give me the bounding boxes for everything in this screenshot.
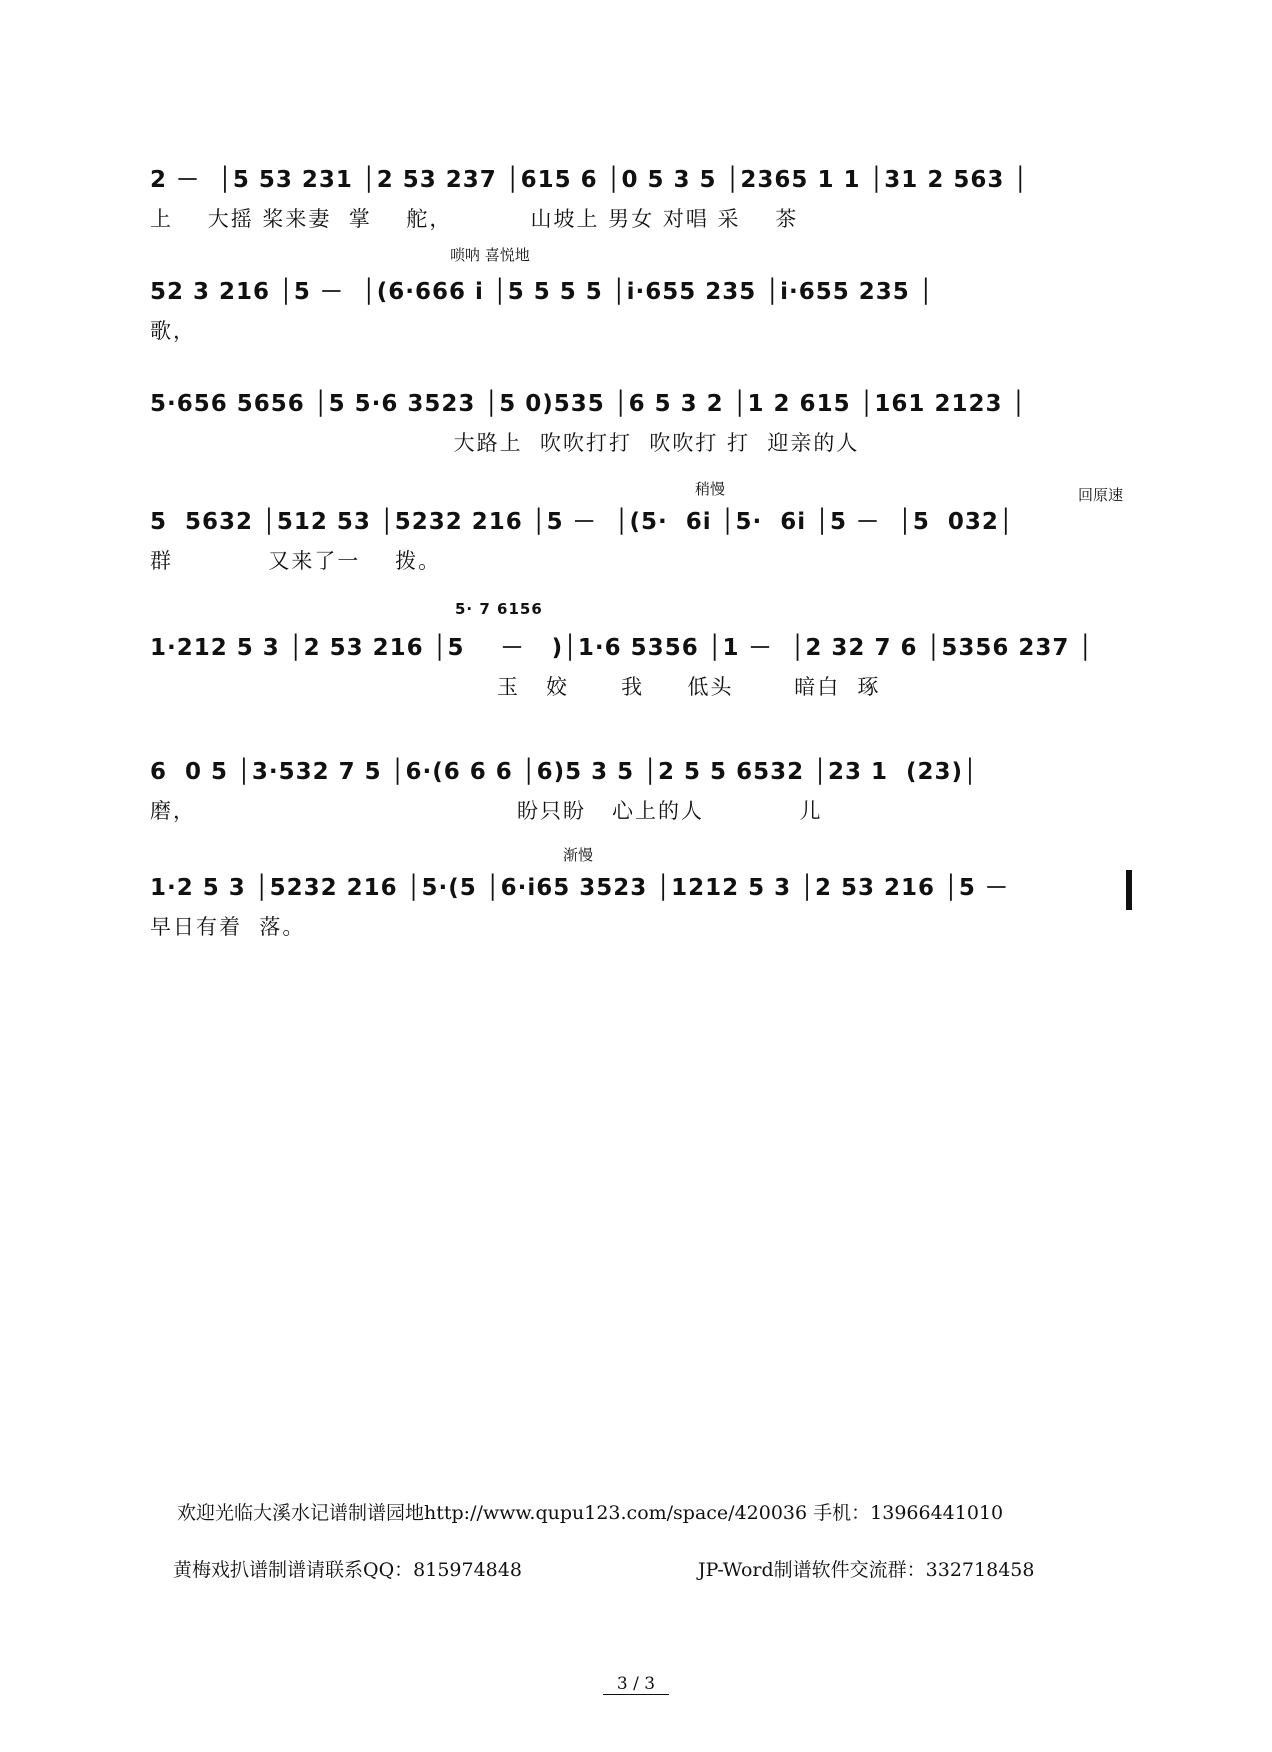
footer-website-line: 欢迎光临大溪水记谱制谱园地http://www.qupu123.com/space/420036 手机：13966441010 [177,1502,1004,1524]
annotation-suona: 唢呐 喜悦地 [450,246,530,264]
score-system-4 [150,480,1135,632]
score-system-5 [150,600,1135,758]
notation-line-4: 5 5632 │512 53 │5232 216 │5 － │(5· 6i │5· 6i │5 － │5 032│ [150,509,1014,535]
notation-line-3: 5·656 5656 │5 5·6 3523 │5 0)535 │6 5 3 2 │1 2 615 │161 2123 │ [150,391,1027,417]
annotation-slightly-slow: 稍慢 [695,480,726,498]
lyrics-line-4: 群 又来了一 拨。 [150,549,442,573]
score-system-6 [150,752,1135,882]
annotation-a-tempo: 回原速 [1078,486,1124,504]
lyrics-line-1: 上 大摇 桨来妻 掌 舵， 山坡上 男女 对唱 采 茶 [150,207,799,231]
page-number-text: 3 / 3 [603,1674,669,1695]
notation-line-1: 2 － │5 53 231 │2 53 237 │615 6 │0 5 3 5 │2365 1 1 │31 2 563 │ [150,167,1029,193]
page-number [0,1674,1272,1694]
lyrics-line-3: 大路上 吹吹打打 吹吹打 打 迎亲的人 [150,431,860,455]
notation-line-5: 1·212 5 3 │2 53 216 │5 － )│1·6 5356 │1 － │2 32 7 6 │5356 237 │ [150,635,1094,661]
footer-group-contact: JP-Word制谱软件交流群：332718458 [698,1559,1035,1581]
lyrics-line-6: 磨， 盼只盼 心上的人 儿 [150,799,823,823]
notation-line-2: 52 3 216 │5 － │(6·666 i │5 5 5 5 │i·655 235 │i·655 235 │ [150,279,934,305]
lyrics-line-5: 玉 姣 我 低头 暗白 琢 [150,675,881,699]
footer-qq-contact: 黄梅戏扒谱制谱请联系QQ：815974848 [173,1559,522,1581]
lyrics-line-7: 早日有着 落。 [150,915,306,939]
score-system-2 [150,246,1135,402]
notation-line-7: 1·2 5 3 │5232 216 │5·(5 │6·i65 3523 │1212 5 3 │2 53 216 │5 － [150,875,1009,901]
final-barline [1126,870,1132,910]
annotation-grace-notes: 5· 7 6156 [455,600,543,618]
lyrics-line-2: 歌， [150,319,196,343]
score-system-1 [150,160,1135,290]
score-system-7 [150,846,1135,998]
score-system-3 [150,384,1135,514]
annotation-gradually-slow: 渐慢 [563,846,594,864]
notation-line-6: 6 0 5 │3·532 7 5 │6·(6 6 6 │6)5 3 5 │2 5 5 6532 │23 1 (23)│ [150,759,978,785]
